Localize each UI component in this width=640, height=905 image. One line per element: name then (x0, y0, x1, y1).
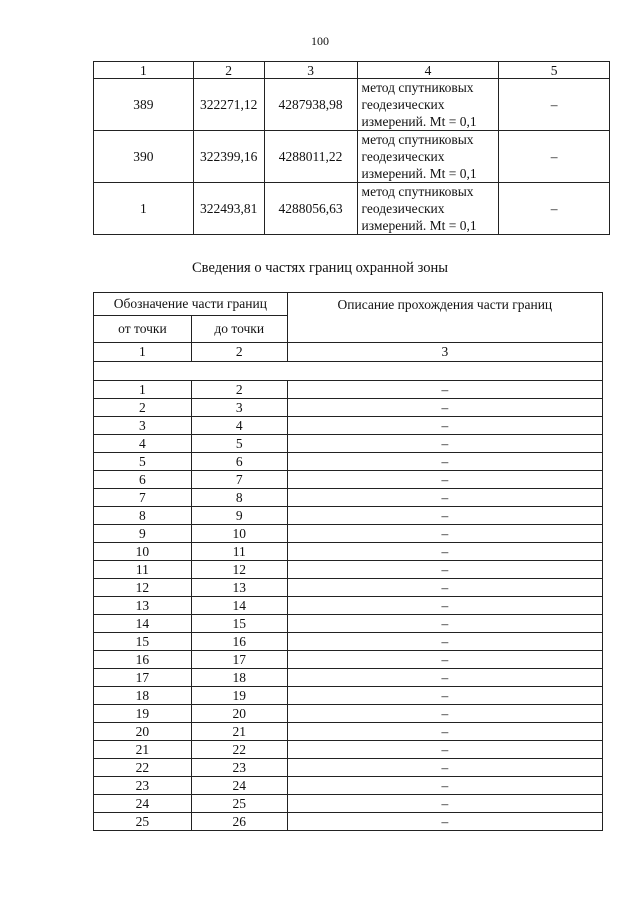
table-row (94, 453, 603, 471)
boundary-description: – (287, 417, 602, 435)
to-point: 23 (191, 759, 287, 777)
table-row (94, 579, 603, 597)
coordinate-y: 4287938,98 (264, 79, 357, 131)
method-line: метод спутниковых (361, 80, 474, 95)
table-row (94, 543, 603, 561)
boundary-description-header: Описание прохождения части границ (287, 293, 602, 343)
boundary-description: – (287, 723, 602, 741)
table-row (94, 759, 603, 777)
from-point: 3 (94, 417, 192, 435)
from-point: 23 (94, 777, 192, 795)
from-point: 8 (94, 507, 192, 525)
from-point: 19 (94, 705, 192, 723)
table-row (94, 777, 603, 795)
table-row (94, 471, 603, 489)
boundary-description: – (287, 615, 602, 633)
point-number: 390 (94, 131, 194, 183)
from-point: 22 (94, 759, 192, 777)
from-point: 14 (94, 615, 192, 633)
to-point: 25 (191, 795, 287, 813)
table-row (94, 687, 603, 705)
table-row (94, 79, 610, 131)
to-point: 13 (191, 579, 287, 597)
parts-header-row (94, 293, 603, 316)
coords-col-1-header: 1 (94, 62, 194, 79)
from-point: 2 (94, 399, 192, 417)
to-point: 15 (191, 615, 287, 633)
table-row (94, 417, 603, 435)
boundary-description: – (287, 399, 602, 417)
to-point: 4 (191, 417, 287, 435)
table-row (94, 813, 603, 831)
table-row (94, 597, 603, 615)
section-title: Сведения о частях границ охранной зоны (192, 260, 448, 276)
point-number: 389 (94, 79, 194, 131)
table-row (94, 705, 603, 723)
to-point: 17 (191, 651, 287, 669)
boundary-part-designation-header: Обозначение части границ (94, 293, 288, 316)
from-point: 1 (94, 381, 192, 399)
method-line: измерений. Mt = 0,1 (361, 166, 477, 181)
to-point: 9 (191, 507, 287, 525)
table-row (94, 131, 610, 183)
table-row (94, 399, 603, 417)
boundary-description: – (287, 741, 602, 759)
to-point: 26 (191, 813, 287, 831)
to-point: 5 (191, 435, 287, 453)
blank-cell (94, 362, 603, 381)
from-point: 18 (94, 687, 192, 705)
method-line: метод спутниковых (361, 132, 474, 147)
table-row (94, 525, 603, 543)
table-row (94, 561, 603, 579)
boundary-description: – (287, 705, 602, 723)
coords-header-row (94, 62, 610, 79)
from-point: 12 (94, 579, 192, 597)
coords-col-2-header: 2 (193, 62, 264, 79)
to-point: 22 (191, 741, 287, 759)
coords-col-5-header: 5 (499, 62, 610, 79)
coordinate-y: 4288011,22 (264, 131, 357, 183)
table-row (94, 669, 603, 687)
to-point: 10 (191, 525, 287, 543)
from-point: 11 (94, 561, 192, 579)
from-point: 7 (94, 489, 192, 507)
from-point: 9 (94, 525, 192, 543)
to-point: 18 (191, 669, 287, 687)
method-line: геодезических (361, 97, 445, 112)
table-row (94, 795, 603, 813)
to-point: 19 (191, 687, 287, 705)
to-point: 14 (191, 597, 287, 615)
parts-col-1-number: 1 (94, 343, 192, 362)
to-point: 11 (191, 543, 287, 561)
table-row (94, 381, 603, 399)
table-row (94, 741, 603, 759)
table-row (94, 633, 603, 651)
boundary-description: – (287, 669, 602, 687)
to-point: 16 (191, 633, 287, 651)
point-note: – (499, 79, 610, 131)
point-number: 1 (94, 183, 194, 235)
coordinate-x: 322271,12 (193, 79, 264, 131)
parts-col-2-number: 2 (191, 343, 287, 362)
table-row (94, 489, 603, 507)
parts-column-numbers-row (94, 343, 603, 362)
coordinate-y: 4288056,63 (264, 183, 357, 235)
boundary-parts-table (93, 292, 603, 831)
from-point: 24 (94, 795, 192, 813)
boundary-description: – (287, 795, 602, 813)
blank-row (94, 362, 603, 381)
boundary-description: – (287, 507, 602, 525)
from-point: 5 (94, 453, 192, 471)
boundary-description: – (287, 579, 602, 597)
boundary-description: – (287, 525, 602, 543)
page-number: 100 (311, 34, 329, 48)
coordinate-x: 322493,81 (193, 183, 264, 235)
boundary-description: – (287, 687, 602, 705)
method-line: геодезических (361, 201, 445, 216)
measurement-method (357, 183, 499, 235)
coords-col-3-header: 3 (264, 62, 357, 79)
to-point: 20 (191, 705, 287, 723)
boundary-description: – (287, 597, 602, 615)
to-point: 7 (191, 471, 287, 489)
boundary-description: – (287, 453, 602, 471)
to-point: 8 (191, 489, 287, 507)
from-point: 17 (94, 669, 192, 687)
coordinate-x: 322399,16 (193, 131, 264, 183)
boundary-description: – (287, 561, 602, 579)
coords-col-4-header: 4 (357, 62, 499, 79)
table-row (94, 435, 603, 453)
from-point: 25 (94, 813, 192, 831)
to-point: 6 (191, 453, 287, 471)
method-line: метод спутниковых (361, 184, 474, 199)
measurement-method (357, 131, 499, 183)
to-point: 3 (191, 399, 287, 417)
method-line: измерений. Mt = 0,1 (361, 114, 477, 129)
boundary-description: – (287, 489, 602, 507)
parts-col-3-number: 3 (287, 343, 602, 362)
coordinates-table (93, 61, 610, 235)
to-point: 12 (191, 561, 287, 579)
from-point: 21 (94, 741, 192, 759)
from-point: 13 (94, 597, 192, 615)
boundary-description: – (287, 813, 602, 831)
measurement-method (357, 79, 499, 131)
boundary-description: – (287, 777, 602, 795)
from-point: 4 (94, 435, 192, 453)
boundary-description: – (287, 543, 602, 561)
method-line: измерений. Mt = 0,1 (361, 218, 477, 233)
from-point: 10 (94, 543, 192, 561)
boundary-description: – (287, 471, 602, 489)
table-row (94, 651, 603, 669)
boundary-description: – (287, 381, 602, 399)
method-line: геодезических (361, 149, 445, 164)
from-point: 15 (94, 633, 192, 651)
point-note: – (499, 131, 610, 183)
boundary-description: – (287, 651, 602, 669)
boundary-description: – (287, 435, 602, 453)
to-point: 24 (191, 777, 287, 795)
from-point: 6 (94, 471, 192, 489)
to-point: 21 (191, 723, 287, 741)
table-row (94, 507, 603, 525)
boundary-description: – (287, 633, 602, 651)
from-point-header: от точки (94, 316, 192, 343)
table-row (94, 183, 610, 235)
point-note: – (499, 183, 610, 235)
boundary-description: – (287, 759, 602, 777)
to-point-header: до точки (191, 316, 287, 343)
table-row (94, 723, 603, 741)
to-point: 2 (191, 381, 287, 399)
from-point: 20 (94, 723, 192, 741)
from-point: 16 (94, 651, 192, 669)
table-row (94, 615, 603, 633)
